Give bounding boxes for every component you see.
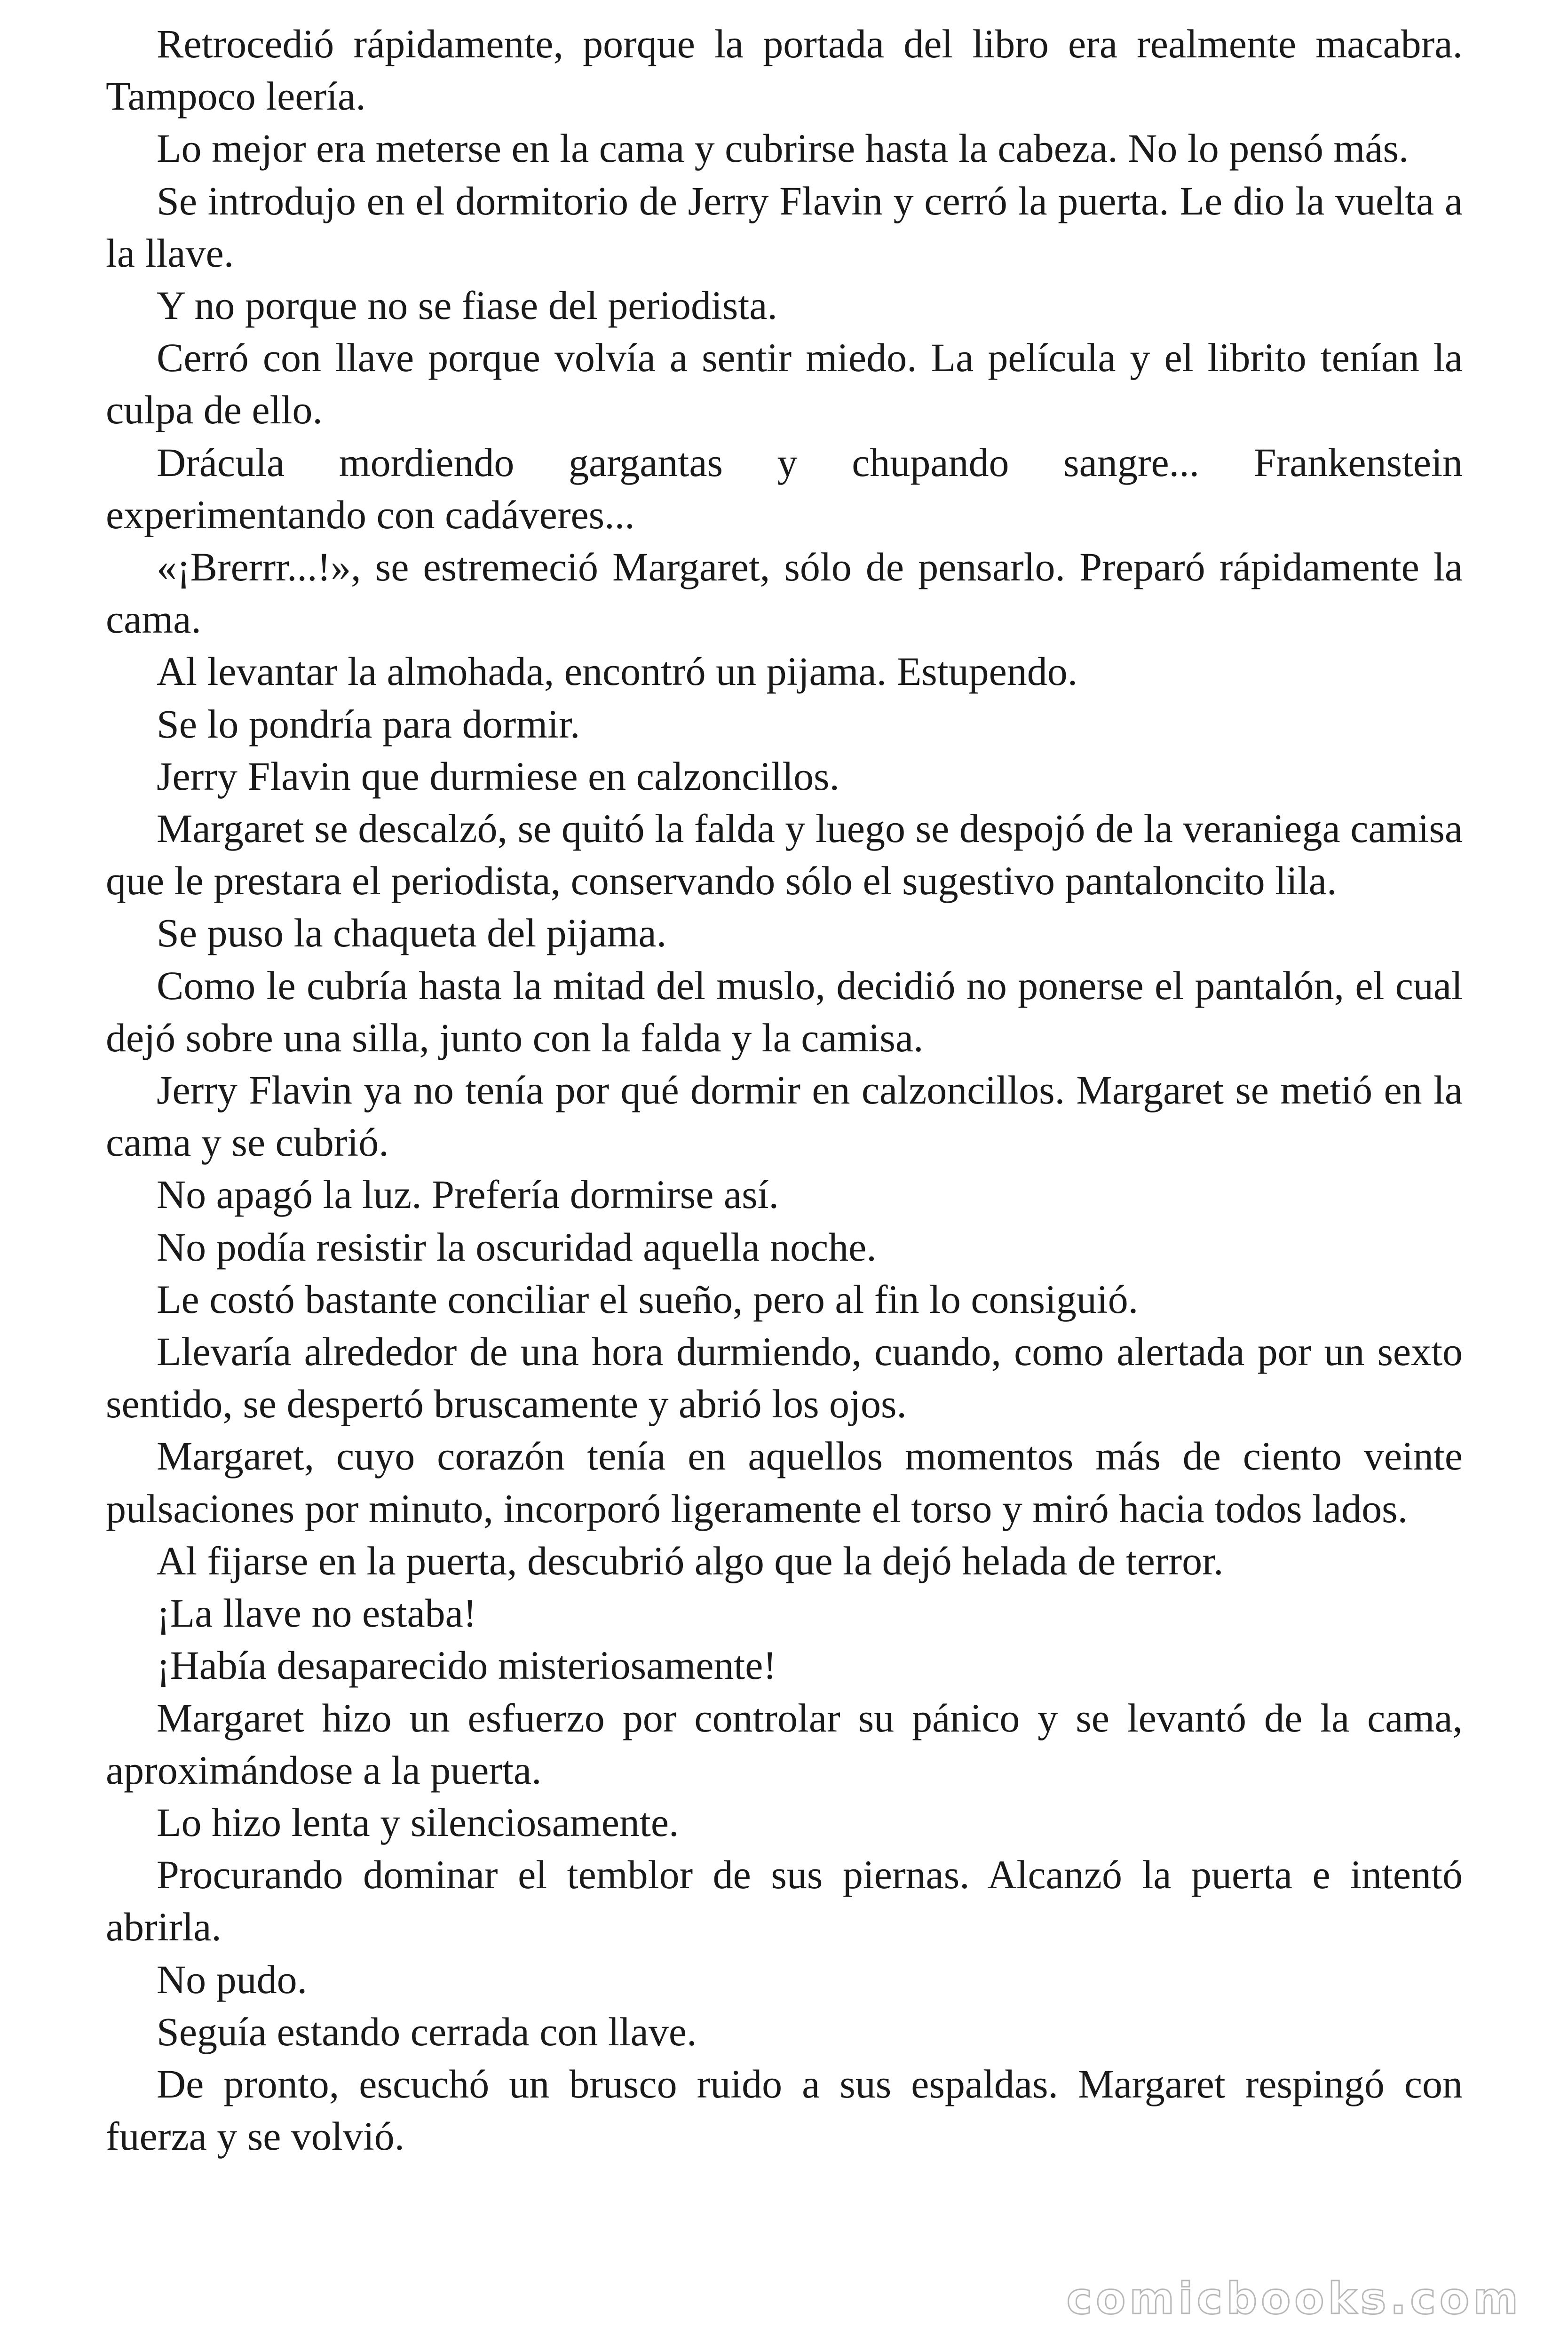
- paragraph: Se lo pondría para dormir.: [157, 701, 580, 747]
- paragraph: No podía resistir la oscuridad aquella noche.: [157, 1224, 877, 1270]
- paragraph: ¡La llave no estaba!: [157, 1590, 477, 1636]
- paragraph: Al fijarse en la puerta, descubrió algo que la dejó helada de terror.: [157, 1538, 1224, 1583]
- paragraph: Jerry Flavin ya no tenía por qué dormir en calzoncillos. Margaret se metió en la cama y se cubrió.: [106, 1067, 1463, 1165]
- paragraph: De pronto, escuchó un brusco ruido a sus espaldas. Margaret respingó con fuerza y se volvió.: [106, 2061, 1463, 2159]
- paragraph: Al levantar la almohada, encontró un pijama. Estupendo.: [157, 649, 1078, 694]
- paragraph: Cerró con llave porque volvía a sentir miedo. La película y el librito tenían la culpa de ello.: [106, 335, 1463, 433]
- document-page: [106, 18, 1463, 2162]
- paragraph: Como le cubría hasta la mitad del muslo, decidió no ponerse el pantalón, el cual dejó sobre una silla, junto con la falda y la camisa.: [106, 962, 1463, 1060]
- paragraph: Procurando dominar el temblor de sus piernas. Alcanzó la puerta e intentó abrirla.: [106, 1852, 1463, 1950]
- paragraph: Drácula mordiendo gargantas y chupando sangre... Frankenstein experimentando con cadáveres...: [106, 439, 1463, 537]
- paragraph: Llevaría alrededor de una hora durmiendo, cuando, como alertada por un sexto sentido, se despertó bruscamente y abrió los ojos.: [106, 1329, 1463, 1427]
- paragraph: Jerry Flavin que durmiese en calzoncillos.: [157, 753, 840, 799]
- paragraph: Seguía estando cerrada con llave.: [157, 2009, 697, 2054]
- paragraph: ¡Había desaparecido misteriosamente!: [157, 1643, 777, 1688]
- watermark: comicbooks.com: [1066, 2273, 1522, 2324]
- paragraph: No pudo.: [157, 1956, 308, 2002]
- paragraph: «¡Brerrr...!», se estremeció Margaret, sólo de pensarlo. Preparó rápidamente la cama.: [106, 544, 1463, 642]
- paragraph: Se puso la chaqueta del pijama.: [157, 910, 667, 956]
- paragraph: Margaret, cuyo corazón tenía en aquellos momentos más de ciento veinte pulsaciones por minuto, incorporó ligeramente el torso y miró hacia todos lados.: [106, 1433, 1463, 1531]
- paragraph: Lo hizo lenta y silenciosamente.: [157, 1799, 679, 1845]
- paragraph: Margaret hizo un esfuerzo por controlar su pánico y se levantó de la cama, aproximándose a la puerta.: [106, 1695, 1463, 1793]
- paragraph: Y no porque no se fiase del periodista.: [157, 283, 777, 328]
- paragraph: Margaret se descalzó, se quitó la falda y luego se despojó de la veraniega camisa que le prestara el periodista, conservando sólo el sugestivo pantaloncito lila.: [106, 806, 1463, 904]
- paragraph: Retrocedió rápidamente, porque la portada del libro era realmente macabra. Tampoco leería.: [106, 21, 1463, 119]
- paragraph: Se introdujo en el dormitorio de Jerry Flavin y cerró la puerta. Le dio la vuelta a la llave.: [106, 178, 1463, 276]
- paragraph: Lo mejor era meterse en la cama y cubrirse hasta la cabeza. No lo pensó más.: [157, 126, 1409, 171]
- paragraph: Le costó bastante conciliar el sueño, pero al fin lo consiguió.: [157, 1276, 1139, 1322]
- paragraph: No apagó la luz. Prefería dormirse así.: [157, 1172, 779, 1217]
